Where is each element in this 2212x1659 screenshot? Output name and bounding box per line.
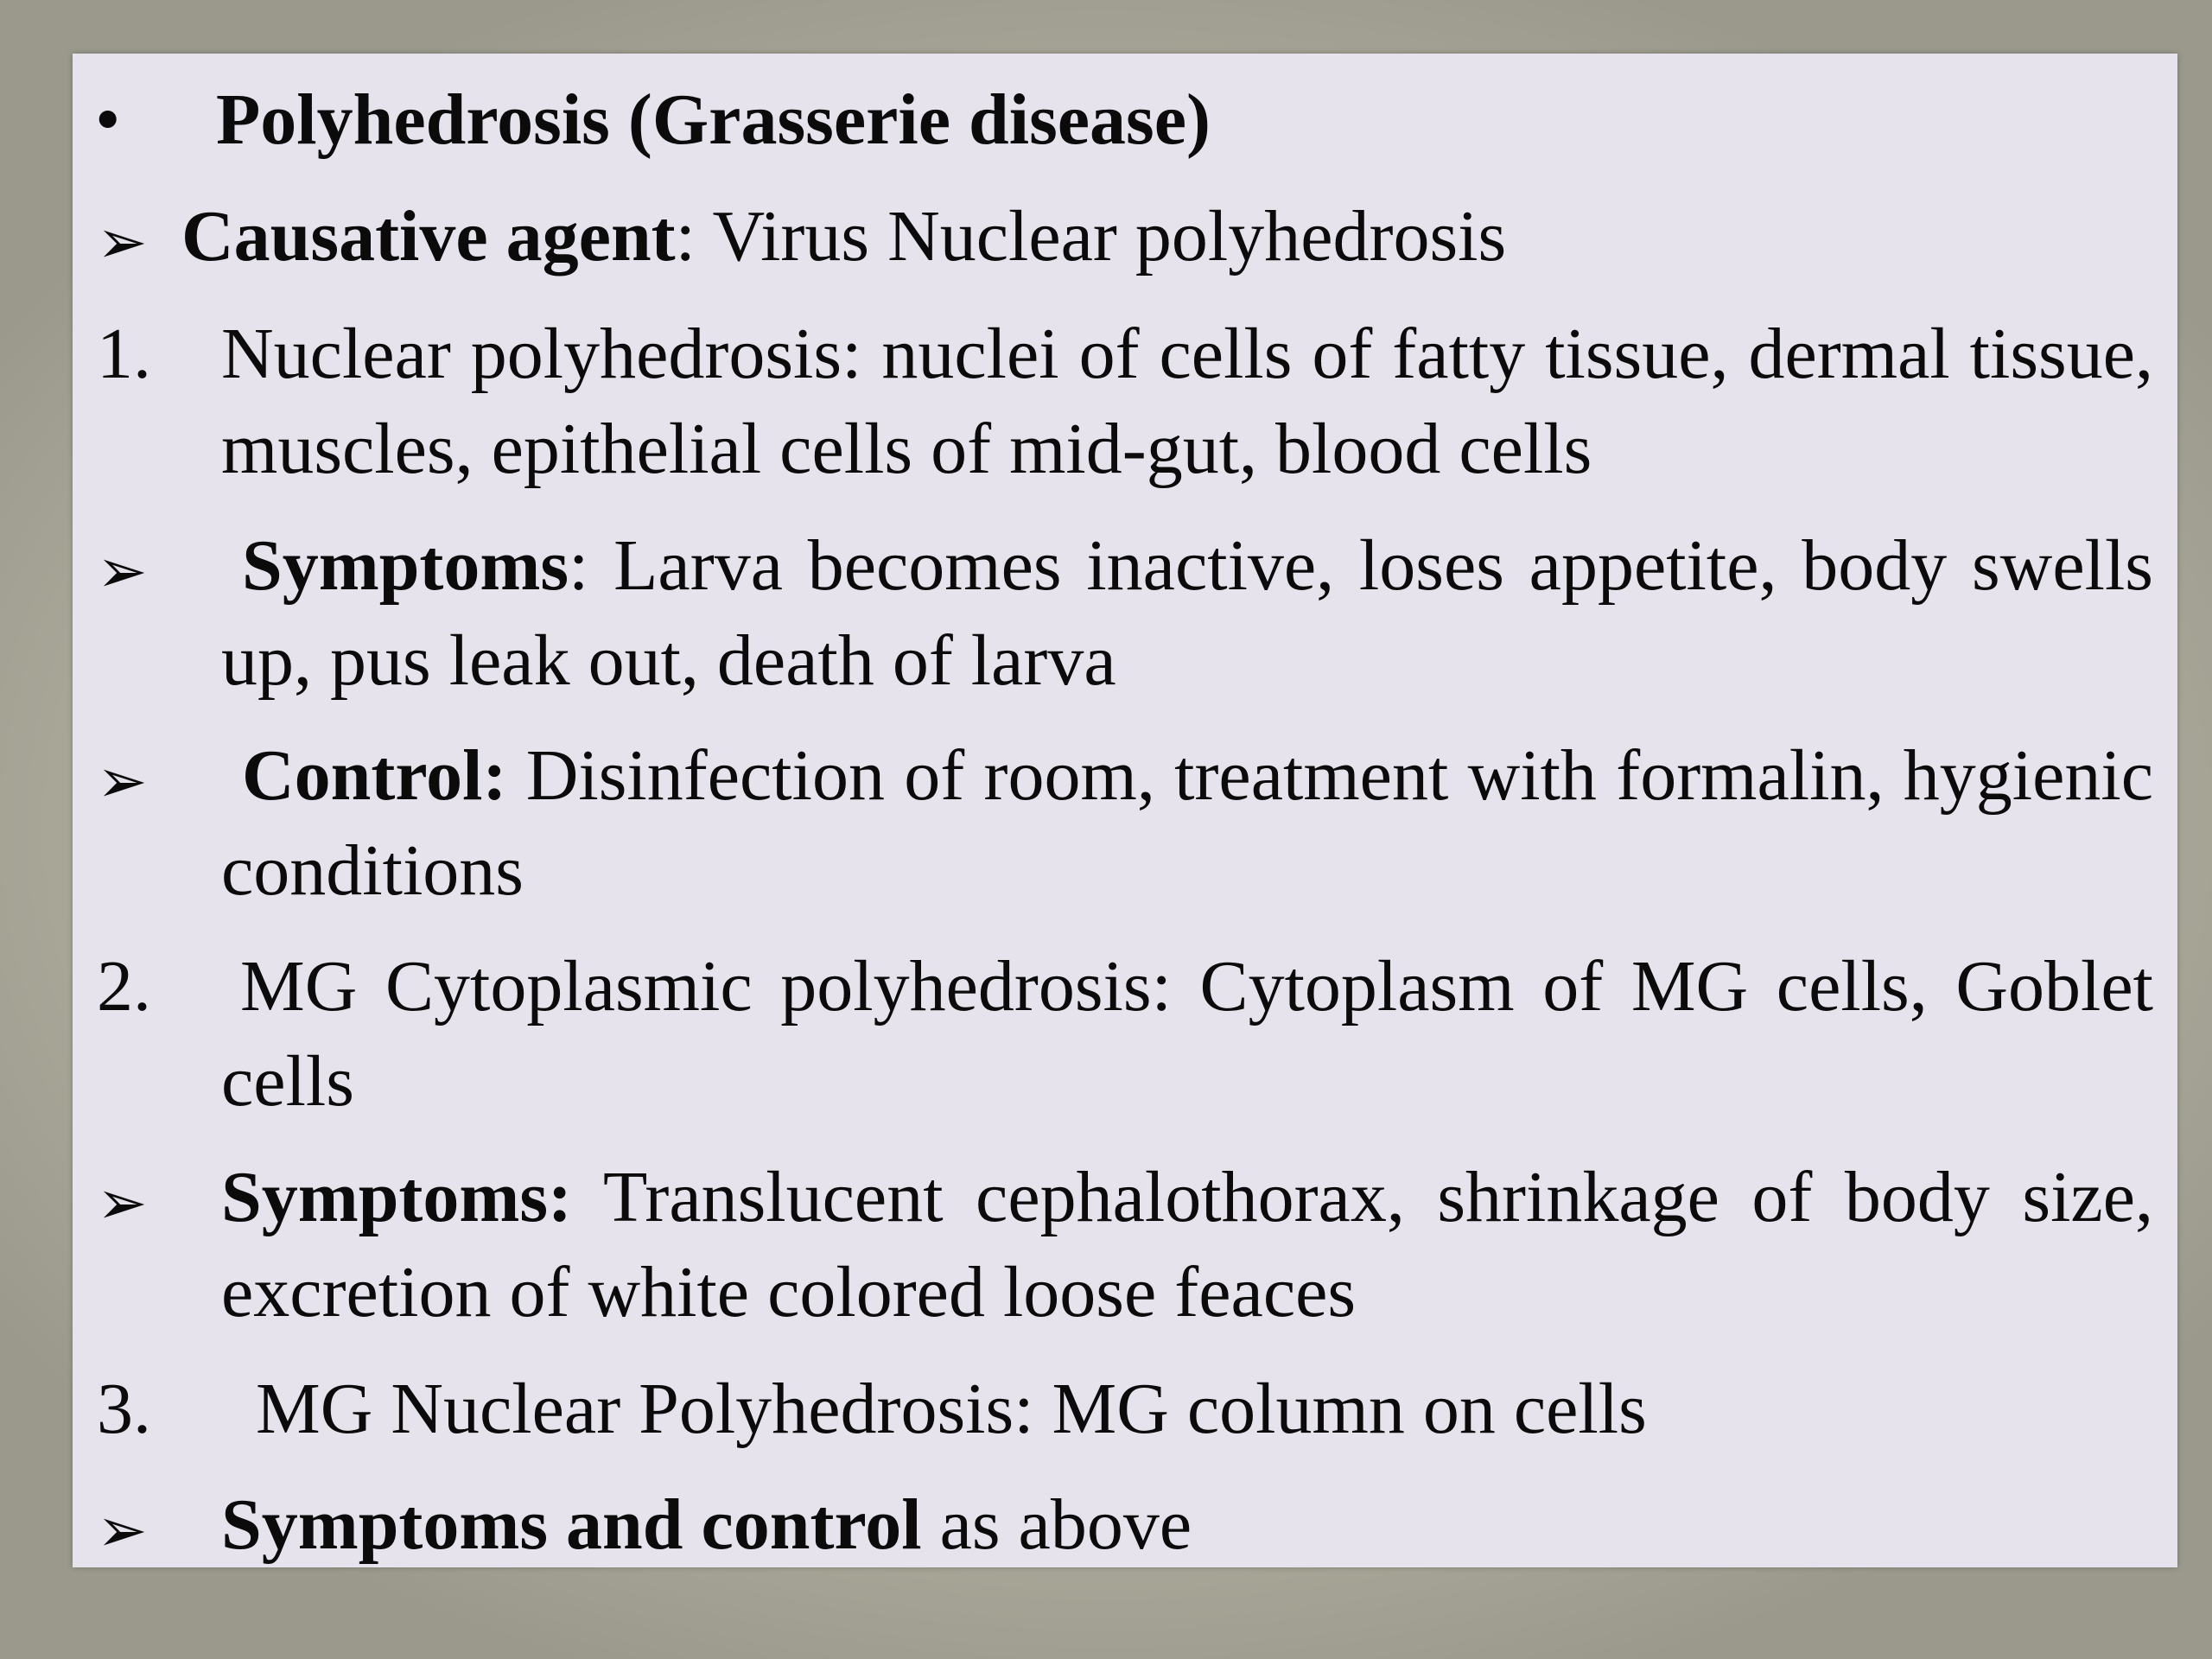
arrow-bullet-icon: ➢: [97, 746, 148, 817]
number-marker: 3.: [97, 1369, 151, 1449]
number-marker: 1.: [97, 314, 151, 394]
bullet-marker: •: [95, 79, 121, 160]
number-marker: 2.: [97, 946, 151, 1027]
list-item-body: [216, 73, 2153, 168]
arrow-bullet-icon: ➢: [97, 1495, 148, 1566]
list-item-body: Control: Disinfection of room, treatment with formalin, hygienic conditions: [221, 735, 2153, 911]
heading-text: Polyhedrosis (Grasserie disease): [216, 79, 1211, 160]
arrow-bullet-icon: ➢: [97, 536, 148, 607]
slide-content-panel: [73, 54, 2177, 1567]
arrow-bullet-icon: ➢: [97, 1167, 148, 1238]
list-item-body: Symptoms: Larva becomes inactive, loses appetite, body swells up, pus leak out, death of larva: [221, 525, 2153, 701]
list-item-body: Nuclear polyhedrosis: nuclei of cells of fatty tissue, dermal tissue, muscles, epithelial cells of mid-gut, blood cells: [221, 314, 2153, 489]
list-item-body: MG Cytoplasmic polyhedrosis: Cytoplasm of MG cells, Goblet cells: [221, 946, 2153, 1122]
arrow-bullet-icon: ➢: [97, 207, 148, 277]
list-item-body: Symptoms: Translucent cephalothorax, shrinkage of body size, excretion of white colored loose feaces: [221, 1157, 2153, 1332]
list-item-body: Causative agent: Virus Nuclear polyhedrosis: [181, 196, 1507, 276]
list-item-body: MG Nuclear Polyhedrosis: MG column on cells: [256, 1369, 1647, 1449]
list-item-body: Symptoms and control as above: [221, 1484, 1192, 1565]
